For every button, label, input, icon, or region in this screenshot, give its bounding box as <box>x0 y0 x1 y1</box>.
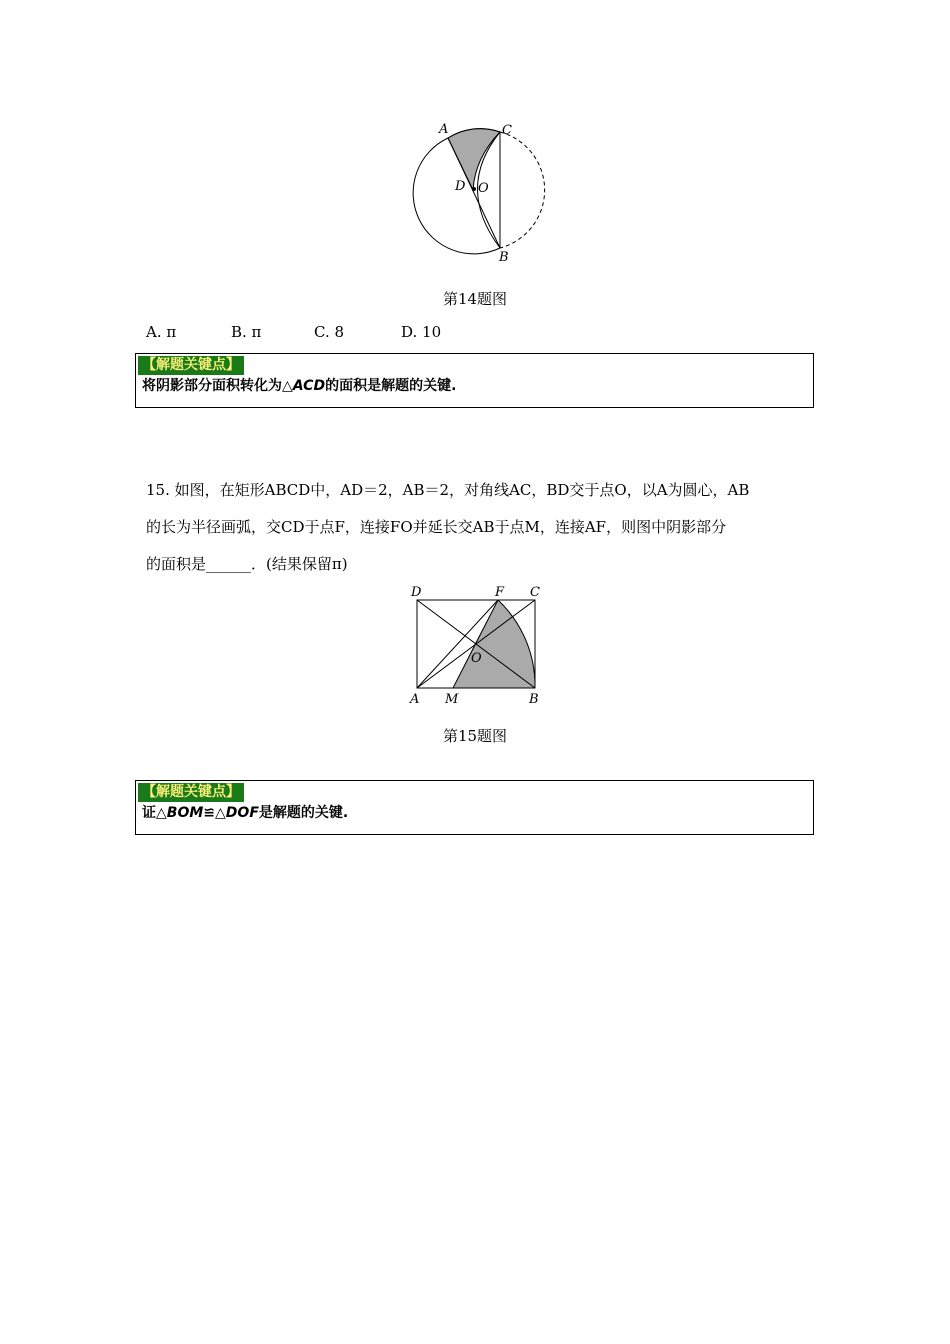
label-o: O <box>471 651 482 666</box>
label-c: C <box>530 585 540 600</box>
option-b: B. π <box>231 323 262 341</box>
key-point-text: 证△BOM≌△DOF是解题的关键. <box>142 805 349 821</box>
label-a: A <box>410 692 420 707</box>
label-b: B <box>499 250 509 265</box>
problem-15-line-1: 15. 如图，在矩形ABCD中，AD＝2，AB＝2，对角线AC，BD交于点O，以A为圆心，AB <box>146 481 750 499</box>
label-b: B <box>529 692 539 707</box>
label-d: D <box>455 179 466 194</box>
label-f: F <box>495 585 505 600</box>
figure-14 <box>405 118 550 268</box>
center-point-o <box>472 187 476 191</box>
figure-14-caption: 第14题图 <box>442 290 508 308</box>
option-d: D. 10 <box>401 323 442 341</box>
label-c: C <box>502 123 512 138</box>
key-point-box-15 <box>135 780 814 835</box>
label-m: M <box>445 692 459 707</box>
figure-15 <box>405 583 550 708</box>
shaded-region <box>453 600 535 688</box>
key-point-heading: 【解题关键点】 <box>138 356 244 375</box>
label-a: A <box>439 122 449 137</box>
key-point-box-14 <box>135 353 814 408</box>
option-a: A. π <box>146 323 177 341</box>
key-point-heading: 【解题关键点】 <box>138 783 244 802</box>
problem-15-line-2: 的长为半径画弧，交CD于点F，连接FO并延长交AB于点M，连接AF，则图中阴影部分 <box>146 518 727 536</box>
label-o: O <box>478 181 489 196</box>
problem-15-line-3: 的面积是______．(结果保留π) <box>146 555 348 573</box>
figure-15-caption: 第15题图 <box>442 727 508 745</box>
option-c: C. 8 <box>314 323 345 341</box>
circle-dashed-arc <box>500 132 545 248</box>
key-point-text: 将阴影部分面积转化为△ACD的面积是解题的关键. <box>142 378 457 394</box>
label-d: D <box>411 585 422 600</box>
